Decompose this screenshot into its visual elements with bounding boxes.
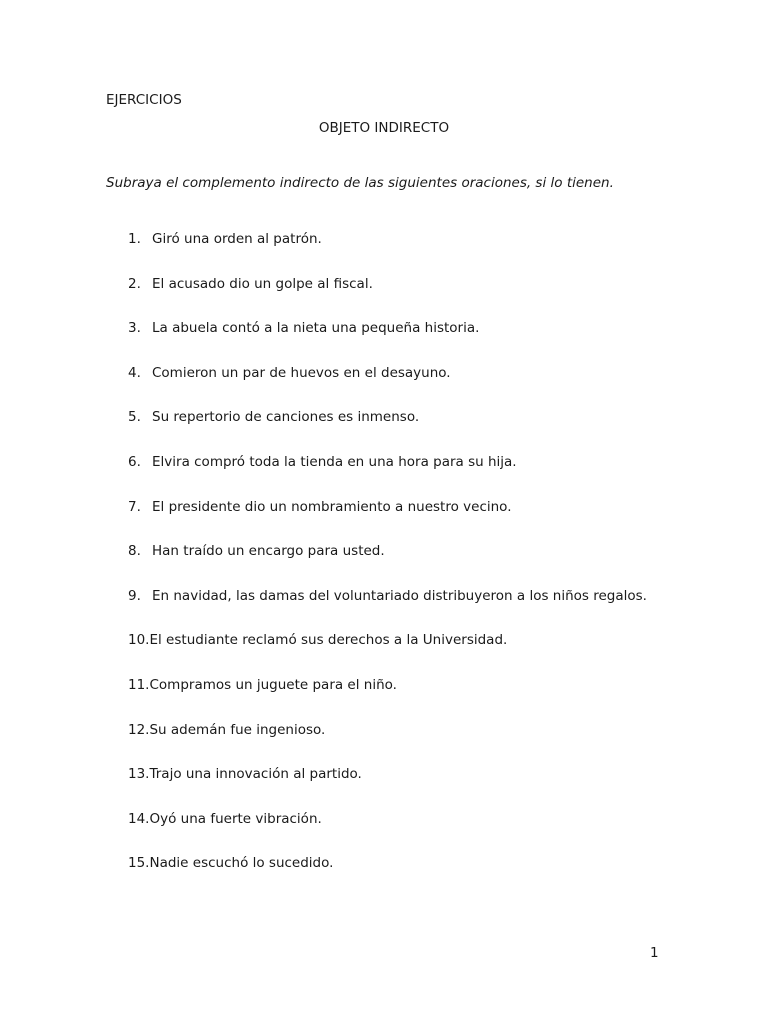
page-title: [0, 119, 768, 137]
exercise-item: [128, 319, 647, 364]
exercise-number: 15.: [128, 855, 150, 872]
exercise-text: El acusado dio un golpe al fiscal.: [152, 275, 373, 292]
exercise-list: [128, 230, 647, 899]
exercise-item: [128, 631, 647, 676]
exercise-number: 14.: [128, 810, 150, 827]
exercise-number: 12.: [128, 721, 150, 738]
exercise-text: Compramos un juguete para el niño.: [149, 676, 397, 693]
exercise-number: 6.: [128, 453, 141, 470]
page-number: 1: [650, 945, 659, 961]
exercise-number: 11.: [128, 676, 150, 693]
exercise-item: [128, 721, 647, 766]
exercise-text: Nadie escuchó lo sucedido.: [149, 855, 334, 872]
exercise-number: 8.: [128, 543, 141, 560]
exercise-item: [128, 498, 647, 543]
exercise-item: [128, 587, 647, 632]
exercise-number: 3.: [128, 320, 141, 337]
exercise-text: El estudiante reclamó sus derechos a la Universidad.: [149, 632, 508, 649]
exercise-text: El presidente dio un nombramiento a nuestro vecino.: [152, 498, 512, 515]
exercise-item: [128, 453, 647, 498]
exercise-text: Giró una orden al patrón.: [152, 231, 322, 247]
page-title-text: OBJETO INDIRECTO: [318, 120, 450, 136]
exercise-number: 13.: [128, 766, 150, 783]
exercise-number: 2.: [128, 275, 141, 292]
exercise-item: [128, 275, 647, 320]
exercise-text: En navidad, las damas del voluntariado distribuyeron a los niños regalos.: [152, 587, 647, 604]
exercise-item: [128, 676, 647, 721]
exercise-text: Su ademán fue ingenioso.: [149, 721, 326, 738]
exercise-text: Comieron un par de huevos en el desayuno.: [152, 364, 451, 381]
exercise-number: 5.: [128, 409, 141, 426]
exercise-item: [128, 408, 647, 453]
exercise-number: 1.: [128, 231, 141, 247]
exercise-text: Trajo una innovación al partido.: [149, 766, 362, 783]
exercise-item: [128, 765, 647, 810]
exercise-text: Oyó una fuerte vibración.: [149, 810, 322, 827]
exercise-number: 10.: [128, 632, 150, 649]
instruction-text: Subraya el complemento indirecto de las siguientes oraciones, si lo tienen.: [106, 175, 614, 191]
exercise-number: 7.: [128, 498, 141, 515]
exercise-number: 9.: [128, 587, 141, 604]
exercise-text: Su repertorio de canciones es inmenso.: [152, 409, 420, 426]
exercise-item: [128, 230, 647, 275]
exercise-item: [128, 854, 647, 899]
exercise-number: 4.: [128, 364, 141, 381]
exercise-text: Han traído un encargo para usted.: [152, 543, 385, 560]
exercise-text: La abuela contó a la nieta una pequeña historia.: [152, 320, 480, 337]
exercise-item: [128, 364, 647, 409]
exercise-text: Elvira compró toda la tienda en una hora para su hija.: [152, 453, 517, 470]
exercise-item: [128, 542, 647, 587]
exercise-item: [128, 810, 647, 855]
section-label: EJERCICIOS: [106, 92, 182, 108]
